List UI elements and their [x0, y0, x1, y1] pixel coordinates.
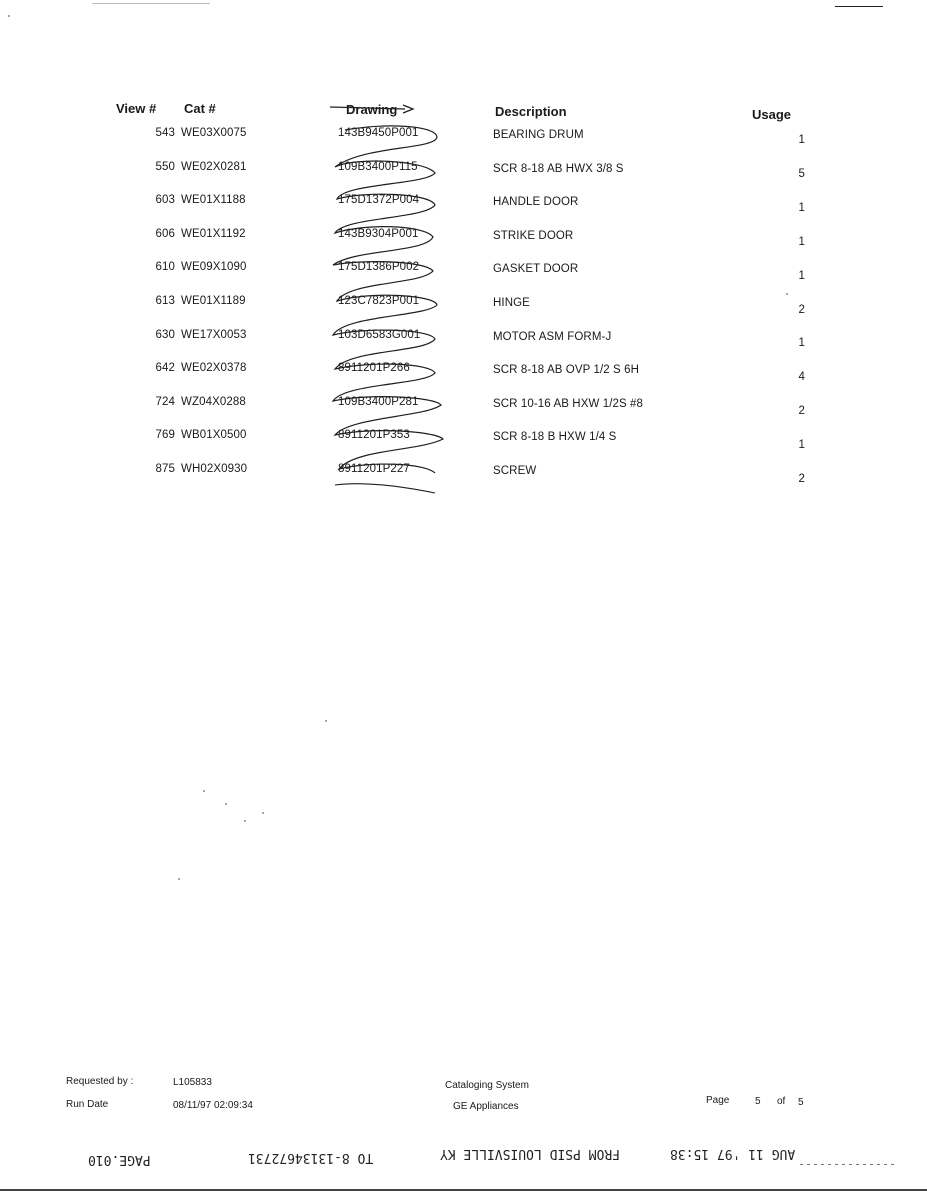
scan-bottom-edge: [0, 1189, 927, 1191]
row-description: STRIKE DOOR: [493, 229, 574, 242]
row-view-number: 642: [155, 362, 175, 375]
scan-speck: [786, 293, 788, 295]
row-description: SCREW: [493, 465, 537, 477]
row-view-number: 610: [155, 261, 175, 274]
col-header-view: View #: [116, 101, 157, 116]
row-cat-number: WH02X0930: [181, 463, 248, 475]
top-fax-mark: [835, 6, 883, 7]
col-header-description: Description: [495, 104, 567, 119]
row-usage: 2: [798, 473, 805, 485]
fax-datetime: AUG 11 '97 15:38: [670, 1146, 796, 1161]
scan-speck: [225, 803, 227, 805]
row-view-number: 613: [155, 295, 175, 307]
row-drawing-number: 175D1386P002: [338, 261, 420, 274]
row-description: MOTOR ASM FORM-J: [493, 330, 612, 343]
run-date-label: Run Date: [66, 1099, 109, 1110]
row-description: SCR 8-18 B HXW 1/4 S: [493, 431, 617, 444]
of-label: of: [777, 1096, 786, 1107]
row-description: GASKET DOOR: [493, 263, 579, 276]
row-description: SCR 10-16 AB HXW 1/2S #8: [493, 397, 644, 410]
top-fax-speck: [8, 15, 10, 17]
row-view-number: 550: [155, 160, 175, 173]
row-view-number: 724: [155, 395, 175, 408]
fax-page: PAGE.010: [88, 1152, 151, 1167]
row-view-number: 769: [155, 429, 175, 442]
row-drawing-number: 143B9450P001: [338, 127, 419, 139]
row-drawing-number: 8911201P353: [338, 429, 410, 442]
system-name: Cataloging System: [445, 1080, 529, 1091]
row-usage: 1: [798, 269, 805, 282]
row-cat-number: WZ04X0288: [181, 395, 246, 408]
fax-from: FROM PSID LOUISVILLE KY: [440, 1146, 621, 1161]
scan-speck: [325, 720, 327, 722]
row-drawing-number: 123C7823P001: [338, 295, 420, 307]
handwritten-scribble: [325, 95, 455, 500]
run-date-value: 08/11/97 02:09:34: [173, 1100, 253, 1111]
row-drawing-number: 175D1372P004: [338, 194, 420, 207]
row-description: SCR 8-18 AB OVP 1/2 S 6H: [493, 364, 640, 377]
scan-speck: [178, 878, 180, 880]
page-number: 5: [755, 1096, 761, 1107]
row-drawing-number: 8911201P266: [338, 362, 410, 375]
row-view-number: 875: [155, 463, 175, 475]
scan-speck: [262, 812, 264, 814]
row-description: HINGE: [493, 297, 530, 309]
row-drawing-number: 143B9304P001: [338, 227, 419, 240]
row-description: HANDLE DOOR: [493, 196, 579, 209]
row-drawing-number: 109B3400P281: [338, 395, 419, 408]
row-view-number: 630: [155, 328, 175, 341]
requested-by-value: L105833: [173, 1077, 212, 1088]
page-label: Page: [706, 1095, 730, 1106]
row-description: BEARING DRUM: [493, 129, 584, 141]
col-header-usage: Usage: [752, 107, 792, 122]
row-usage: 1: [798, 235, 805, 248]
col-header-drawing: Drawing: [346, 102, 398, 117]
row-usage: 5: [798, 167, 805, 180]
row-cat-number: WE01X1188: [181, 194, 246, 207]
row-cat-number: WE02X0378: [181, 362, 247, 375]
row-view-number: 606: [155, 227, 175, 240]
row-usage: 1: [798, 201, 805, 214]
company-name: GE Appliances: [453, 1101, 519, 1112]
requested-by-label: Requested by :: [66, 1076, 134, 1087]
row-usage: 1: [798, 134, 805, 146]
row-description: SCR 8-18 AB HWX 3/8 S: [493, 162, 624, 175]
row-cat-number: WE09X1090: [181, 261, 247, 274]
scan-speck: [244, 820, 246, 822]
row-cat-number: WE01X1192: [181, 227, 246, 240]
fax-dotted-trail: [800, 1164, 895, 1165]
row-usage: 1: [798, 337, 805, 350]
row-cat-number: WE01X1189: [181, 295, 246, 307]
row-drawing-number: 109B3400P115: [338, 160, 418, 173]
scan-speck: [203, 790, 205, 792]
row-usage: 2: [798, 405, 805, 418]
page-total: 5: [798, 1097, 804, 1108]
row-usage: 4: [798, 371, 805, 384]
row-drawing-number: 103D6583G001: [338, 328, 421, 341]
row-cat-number: WB01X0500: [181, 429, 247, 442]
row-view-number: 603: [155, 194, 175, 207]
row-cat-number: WE02X0281: [181, 160, 247, 173]
top-fax-faint-mark: [92, 3, 210, 4]
row-usage: 2: [798, 303, 805, 316]
col-header-cat: Cat #: [184, 101, 216, 116]
row-drawing-number: 8911201P227: [338, 463, 410, 475]
row-cat-number: WE03X0075: [181, 127, 247, 139]
row-usage: 1: [798, 439, 805, 452]
row-view-number: 543: [155, 127, 175, 139]
fax-to: TO 8-13134672731: [248, 1150, 374, 1165]
row-cat-number: WE17X0053: [181, 328, 247, 341]
